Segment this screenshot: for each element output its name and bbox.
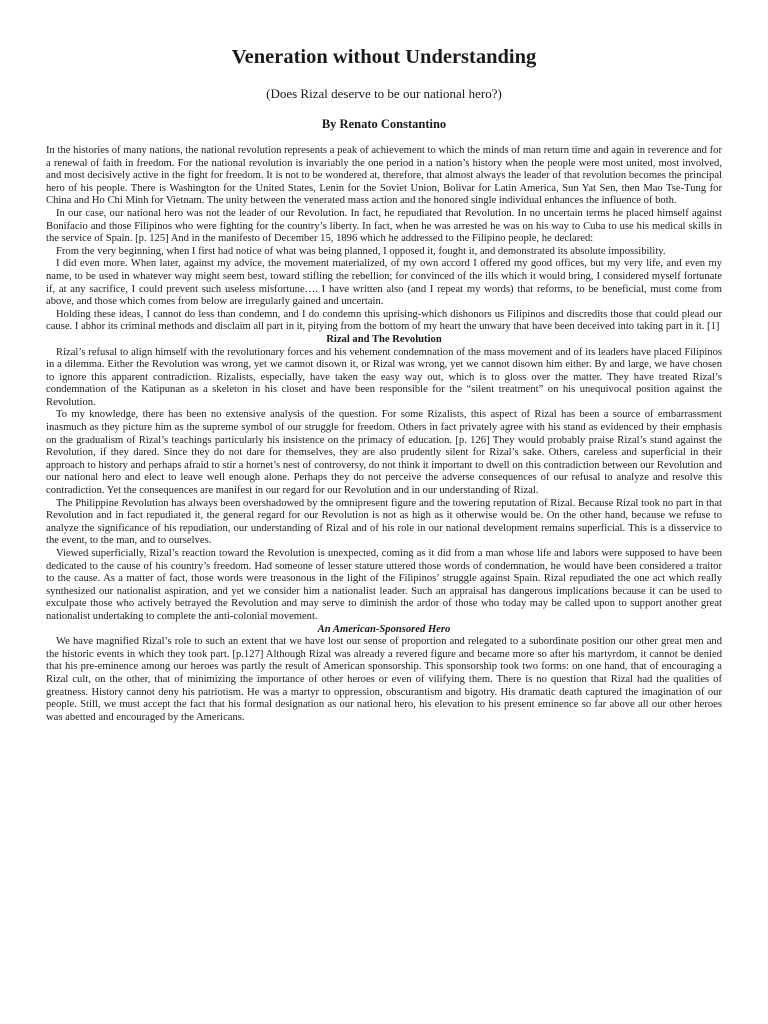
paragraph: Viewed superficially, Rizal’s reaction toward the Revolution is unexpected, coming as it did from a man whose life and labors were supposed to have been dedicated to the cause of his country’s freedom. Had someone of lesser stature uttered those words of condemnation, he would have been considered a traitor to the cause. As a matter of fact, those words were treasonous in the light of the Filipinos’ struggle against Spain. Rizal repudiated the one act which really synthesized our nationalist aspiration, and yet we consider him a nationalist leader. Such an appraisal has dangerous implications because it can be used to exculpate those who actively betrayed the Revolution and may serve to diminish the ardor of those who today may be called upon to support another great nationalist undertaking to complete the anti-colonial movement. <box>46 548 722 622</box>
paragraph: The Philippine Revolution has always been overshadowed by the omnipresent figure and the towering reputation of Rizal. Because Rizal took no part in that Revolution and in fact repudiated it, the general regard for our Revolution is not as high as it otherwise would be. On the other hand, because we refuse to analyze the significance of his repudiation, our understanding of Rizal and of his role in our national development remains superficial. This is a disservice to the event, to the man, and to ourselves. <box>46 497 722 547</box>
paragraph: Rizal’s refusal to align himself with the revolutionary forces and his vehement condemnation of the mass movement and of its leaders have placed Filipinos in a dilemma. Either the Revolution was wrong, yet we cannot disown it, or Rizal was wrong, yet we cannot disown him either. By and large, we have chosen to ignore this apparent contradiction. Rizalists, especially, have taken the easy way out, which is to gloss over the matter. They have treated Rizal’s condemnation of the Katipunan as a skeleton in his closet and have been responsible for the “silent treatment” on his unequivocal position against the Revolution. <box>46 346 722 408</box>
author-byline: By Renato Constantino <box>321 117 447 131</box>
document-title: Veneration without Understanding <box>231 46 537 68</box>
paragraph: To my knowledge, there has been no extensive analysis of the question. For some Rizalists, this aspect of Rizal has been a source of embarrassment inasmuch as they picture him as the supreme symbol of our struggle for freedom. Others in fact privately agree with his stand as evidenced by their emphasis on the gradualism of Rizal’s teachings particularly his insistence on the primacy of education. [p. 126] They would probably praise Rizal’s stand against the Revolution, if they dared. Since they do not dare for themselves, they are also prudently silent for Rizal’s sake. Others, careless and superficial in their approach to history and perhaps afraid to stir a hornet’s nest of controversy, do not think it important to dwell on this contradiction between our Revolution and our national hero and elect to leave well enough alone. Perhaps they do not perceive the adverse consequences of our refusal to analyze and resolve this contradiction. Yet the consequences are manifest in our regard for our Revolution and in our understanding of Rizal. <box>46 409 722 497</box>
quoted-paragraph: From the very beginning, when I first had notice of what was being planned, I opposed it, fought it, and demonstrated its absolute impossibility. <box>56 245 666 257</box>
paragraph: In our case, our national hero was not the leader of our Revolution. In fact, he repudiated that Revolution. In no uncertain terms he placed himself against Bonifacio and those Filipinos who were fighting for the country’s liberty. In fact, when he was arrested he was on his way to Cuba to use his medical skills in the service of Spain. [p. 125] And in the manifesto of December 15, 1896 which he addressed to the Filipino people, he declared: <box>46 207 722 245</box>
paragraph: We have magnified Rizal’s role to such an extent that we have lost our sense of proportion and relegated to a subordinate position our other great men and the historic events in which they took part. [p.127] Although Rizal was already a revered figure and became more so after his martyrdom, it cannot be denied that his pre-eminence among our heroes was partly the result of American sponsorship. This sponsorship took two forms: on one hand, that of encouraging a Rizal cult, on the other, that of minimizing the importance of other heroes or even of vilifying them. There is no question that Rizal had the qualities of greatness. History cannot deny his patriotism. He was a martyr to oppression, obscurantism and bigotry. His dramatic death captured the imagination of our people. Still, we must accept the fact that his formal designation as our national hero, his elevation to his present eminence so far above all our other heroes was abetted and encouraged by the Americans. <box>46 636 722 723</box>
section-heading-rizal-revolution: Rizal and The Revolution <box>326 333 442 345</box>
section-heading-american-hero: An American-Sponsored Hero <box>317 623 451 635</box>
quoted-paragraph: I did even more. When later, against my advice, the movement materialized, of my own accord I offered my good offices, but my very life, and even my name, to be used in whatever way might seem best, toward stifling the rebellion; for convinced of the ills which it would bring, I considered myself fortunate if, at any sacrifice, I could prevent such useless misfortune…. I have written also (and I repeat my words) that reforms, to be beneficial, must come from above, and those which comes from below are irregularly gained and uncertain. <box>46 258 722 308</box>
document-body <box>46 145 722 724</box>
quoted-paragraph: Holding these ideas, I cannot do less than condemn, and I do condemn this uprising-which dishonors us Filipinos and discredits those that could plead our cause. I abhor its criminal methods and disclaim all part in it, pitying from the bottom of my heart the unwary that have been deceived into taking part in it. [1] <box>46 308 722 333</box>
paragraph: In the histories of many nations, the national revolution represents a peak of achievement to which the minds of man return time and again in reverence and for a renewal of faith in freedom. For the national revolution is invariably the one period in a nation’s history when the people were most united, most involved, and most decisively active in the fight for freedom. It is not to be wondered at, therefore, that almost always the leader of that revolution becomes the principal hero of his people. There is Washington for the United States, Lenin for the Soviet Union, Bolivar for Latin America, Sun Yat Sen, then Mao Tse-Tung for China and Ho Chi Minh for Vietnam. The unity between the venerated mass action and the honored single individual enhances the influence of both. <box>46 145 722 207</box>
document-subtitle: (Does Rizal deserve to be our national hero?) <box>266 86 502 101</box>
